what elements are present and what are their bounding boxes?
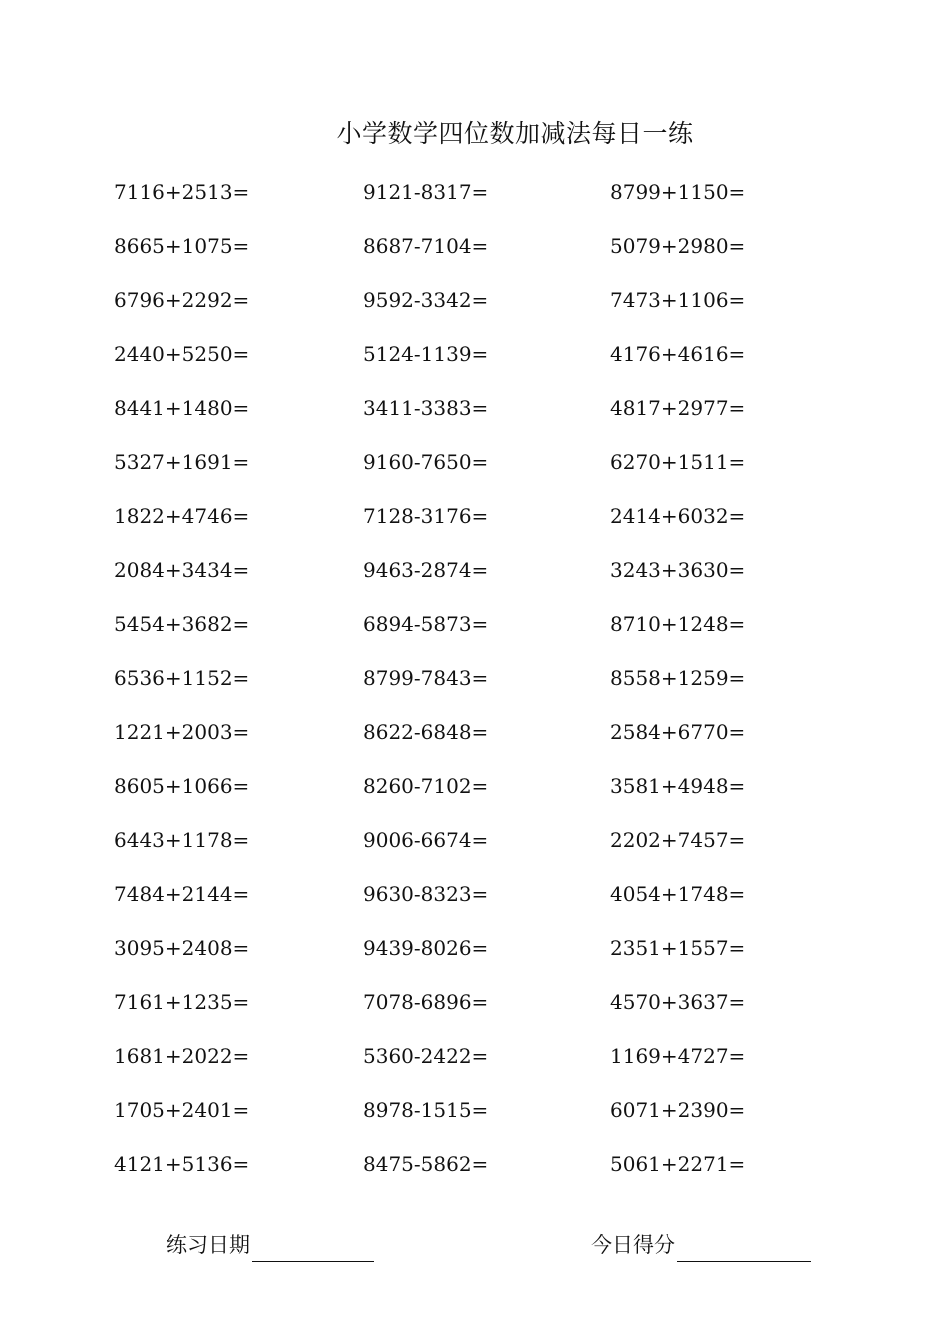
problem-item: 1681+2022= xyxy=(114,1044,250,1068)
problem-row xyxy=(114,662,874,716)
problem-item: 8978-1515= xyxy=(363,1098,489,1122)
problem-item: 7128-3176= xyxy=(363,504,489,528)
problem-item: 1169+4727= xyxy=(610,1044,746,1068)
worksheet-footer xyxy=(0,1228,950,1268)
problem-item: 3581+4948= xyxy=(610,774,746,798)
problem-item: 8799-7843= xyxy=(363,666,489,690)
practice-date-label: 练习日期 xyxy=(166,1233,250,1257)
problem-item: 2202+7457= xyxy=(610,828,746,852)
problem-item: 2584+6770= xyxy=(610,720,746,744)
problem-item: 9006-6674= xyxy=(363,828,489,852)
problem-item: 1221+2003= xyxy=(114,720,250,744)
problem-item: 6536+1152= xyxy=(114,666,250,690)
problem-item: 5079+2980= xyxy=(610,234,746,258)
problem-item: 5454+3682= xyxy=(114,612,250,636)
problem-item: 2414+6032= xyxy=(610,504,746,528)
problem-item: 2084+3434= xyxy=(114,558,250,582)
problem-item: 8799+1150= xyxy=(610,180,746,204)
problem-item: 7484+2144= xyxy=(114,882,250,906)
problem-row xyxy=(114,230,874,284)
problem-row xyxy=(114,932,874,986)
problem-item: 9121-8317= xyxy=(363,180,489,204)
problem-item: 5124-1139= xyxy=(363,342,489,366)
problem-item: 6071+2390= xyxy=(610,1098,746,1122)
problem-row xyxy=(114,986,874,1040)
problem-row xyxy=(114,284,874,338)
practice-date-blank-line xyxy=(252,1231,374,1262)
today-score-label: 今日得分 xyxy=(591,1233,675,1257)
problem-item: 4817+2977= xyxy=(610,396,746,420)
problem-item: 6443+1178= xyxy=(114,828,250,852)
problem-row xyxy=(114,1040,874,1094)
practice-date-field xyxy=(166,1228,374,1262)
problem-row xyxy=(114,1094,874,1148)
problem-item: 8710+1248= xyxy=(610,612,746,636)
problem-item: 2440+5250= xyxy=(114,342,250,366)
problem-item: 5061+2271= xyxy=(610,1152,746,1176)
problem-item: 7078-6896= xyxy=(363,990,489,1014)
problem-row xyxy=(114,176,874,230)
problem-item: 9439-8026= xyxy=(363,936,489,960)
problem-item: 4054+1748= xyxy=(610,882,746,906)
problem-row xyxy=(114,716,874,770)
problem-row xyxy=(114,770,874,824)
problem-row xyxy=(114,554,874,608)
problem-row xyxy=(114,392,874,446)
today-score-field xyxy=(591,1228,811,1262)
problem-item: 3243+3630= xyxy=(610,558,746,582)
problem-item: 8475-5862= xyxy=(363,1152,489,1176)
problem-row xyxy=(114,824,874,878)
problem-item: 9630-8323= xyxy=(363,882,489,906)
problem-item: 8605+1066= xyxy=(114,774,250,798)
problem-item: 8687-7104= xyxy=(363,234,489,258)
problem-item: 6894-5873= xyxy=(363,612,489,636)
problem-item: 8665+1075= xyxy=(114,234,250,258)
problem-item: 6796+2292= xyxy=(114,288,250,312)
problem-item: 1705+2401= xyxy=(114,1098,250,1122)
problem-row xyxy=(114,1148,874,1202)
problem-item: 5327+1691= xyxy=(114,450,250,474)
problem-row xyxy=(114,500,874,554)
problem-row xyxy=(114,878,874,932)
problem-item: 3095+2408= xyxy=(114,936,250,960)
problem-item: 8622-6848= xyxy=(363,720,489,744)
problem-item: 6270+1511= xyxy=(610,450,746,474)
problem-item: 5360-2422= xyxy=(363,1044,489,1068)
problem-item: 9160-7650= xyxy=(363,450,489,474)
problem-item: 4570+3637= xyxy=(610,990,746,1014)
problem-item: 9463-2874= xyxy=(363,558,489,582)
problem-row xyxy=(114,338,874,392)
page-title: 小学数学四位数加减法每日一练 xyxy=(336,119,694,148)
problem-row xyxy=(114,446,874,500)
problem-item: 4121+5136= xyxy=(114,1152,250,1176)
problem-item: 9592-3342= xyxy=(363,288,489,312)
problem-row xyxy=(114,608,874,662)
problem-item: 7161+1235= xyxy=(114,990,250,1014)
problem-item: 1822+4746= xyxy=(114,504,250,528)
problem-item: 8441+1480= xyxy=(114,396,250,420)
problem-item: 8260-7102= xyxy=(363,774,489,798)
problem-item: 4176+4616= xyxy=(610,342,746,366)
problem-item: 7116+2513= xyxy=(114,180,250,204)
problem-item: 2351+1557= xyxy=(610,936,746,960)
problem-grid xyxy=(114,176,874,1202)
problem-item: 8558+1259= xyxy=(610,666,746,690)
problem-item: 7473+1106= xyxy=(610,288,746,312)
today-score-blank-line xyxy=(677,1231,811,1262)
problem-item: 3411-3383= xyxy=(363,396,489,420)
